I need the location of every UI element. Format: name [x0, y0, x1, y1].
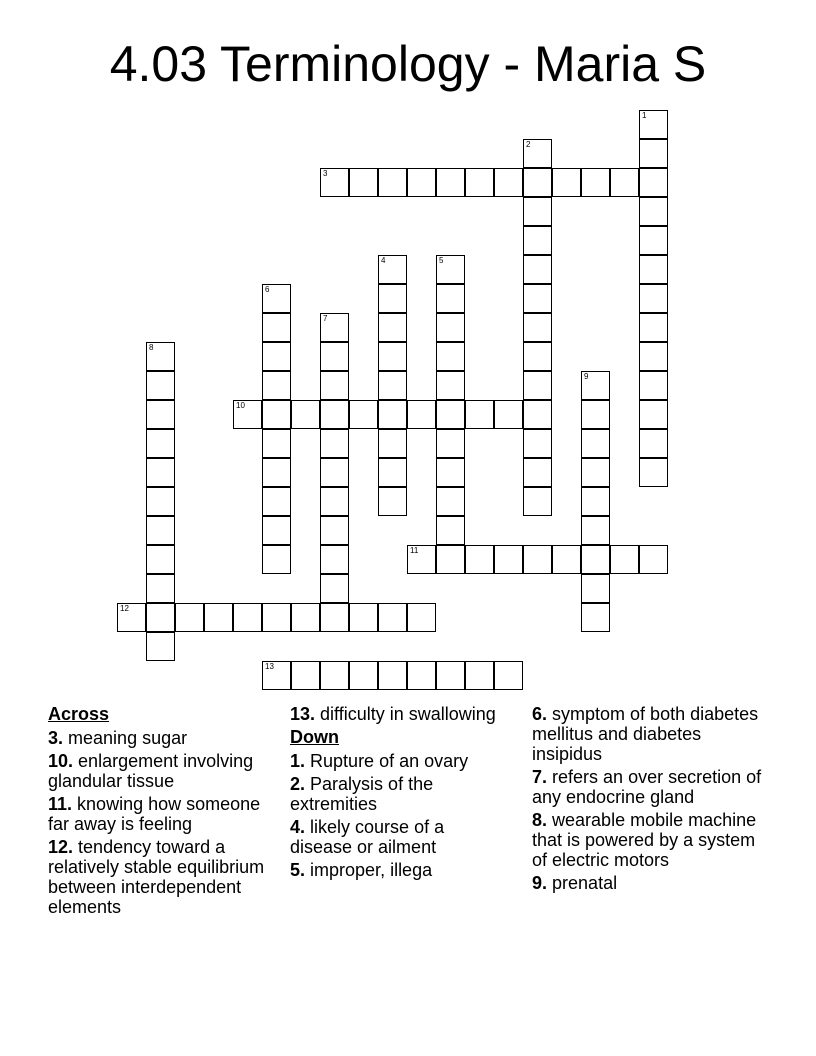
grid-cell[interactable]	[581, 400, 610, 429]
cell-number: 11	[410, 546, 419, 555]
grid-cell[interactable]	[494, 400, 523, 429]
grid-cell[interactable]	[349, 661, 378, 690]
clue-across-13: 13. difficulty in swallowing	[290, 704, 496, 724]
grid-cell[interactable]	[436, 284, 465, 313]
grid-cell[interactable]	[639, 226, 668, 255]
grid-cell[interactable]	[581, 545, 610, 574]
grid-cell[interactable]	[639, 110, 668, 139]
grid-cell[interactable]	[436, 458, 465, 487]
grid-cell[interactable]	[523, 168, 552, 197]
grid-cell[interactable]	[552, 545, 581, 574]
cell-number: 1	[642, 111, 647, 120]
grid-cell[interactable]	[523, 313, 552, 342]
cell-number: 6	[265, 285, 270, 294]
grid-cell[interactable]	[291, 400, 320, 429]
grid-cell[interactable]	[436, 545, 465, 574]
grid-cell[interactable]	[349, 603, 378, 632]
grid-cell[interactable]	[523, 400, 552, 429]
grid-cell[interactable]	[523, 139, 552, 168]
grid-cell[interactable]	[204, 603, 233, 632]
grid-cell[interactable]	[494, 661, 523, 690]
grid-cell[interactable]	[639, 545, 668, 574]
grid-cell[interactable]	[146, 516, 175, 545]
grid-cell[interactable]	[378, 487, 407, 516]
grid-cell[interactable]	[320, 661, 349, 690]
grid-cell[interactable]	[436, 516, 465, 545]
grid-cell[interactable]	[262, 458, 291, 487]
grid-cell[interactable]	[320, 400, 349, 429]
grid-cell[interactable]	[552, 168, 581, 197]
grid-cell[interactable]	[523, 284, 552, 313]
grid-cell[interactable]	[639, 342, 668, 371]
grid-cell[interactable]	[378, 313, 407, 342]
clue-across-10: 10. enlargement involving glandular tissue	[48, 751, 254, 791]
grid-cell[interactable]	[291, 661, 320, 690]
grid-cell[interactable]	[320, 429, 349, 458]
grid-cell[interactable]	[610, 545, 639, 574]
grid-cell[interactable]	[407, 603, 436, 632]
grid-cell[interactable]	[146, 632, 175, 661]
grid-cell[interactable]	[639, 371, 668, 400]
clue-down-4: 4. likely course of a disease or ailment	[290, 817, 445, 857]
grid-cell[interactable]	[581, 487, 610, 516]
clue-across-12: 12. tendency toward a relatively stable equilibrium between interdependent elements	[48, 837, 265, 917]
clue-column-2	[290, 704, 510, 883]
grid-cell[interactable]	[320, 458, 349, 487]
grid-cell[interactable]	[378, 603, 407, 632]
grid-cell[interactable]	[378, 168, 407, 197]
grid-cell[interactable]	[581, 516, 610, 545]
clue-across-3: 3. meaning sugar	[48, 728, 188, 748]
grid-cell[interactable]	[523, 255, 552, 284]
cell-number: 8	[149, 343, 154, 352]
grid-cell[interactable]	[494, 545, 523, 574]
grid-cell[interactable]	[320, 313, 349, 342]
grid-cell[interactable]	[581, 458, 610, 487]
clue-column-1	[48, 704, 284, 920]
down-heading: Down	[290, 727, 339, 747]
cell-number: 12	[120, 604, 129, 613]
grid-cell[interactable]	[291, 603, 320, 632]
grid-cell[interactable]	[378, 400, 407, 429]
grid-cell[interactable]	[639, 255, 668, 284]
cell-number: 7	[323, 314, 328, 323]
grid-cell[interactable]	[262, 284, 291, 313]
cell-number: 4	[381, 256, 386, 265]
grid-cell[interactable]	[523, 545, 552, 574]
grid-cell[interactable]	[581, 603, 610, 632]
grid-cell[interactable]	[610, 168, 639, 197]
grid-cell[interactable]	[436, 168, 465, 197]
grid-cell[interactable]	[262, 487, 291, 516]
grid-cell[interactable]	[407, 168, 436, 197]
grid-cell[interactable]	[639, 197, 668, 226]
grid-cell[interactable]	[378, 429, 407, 458]
grid-cell[interactable]	[349, 168, 378, 197]
grid-cell[interactable]	[262, 400, 291, 429]
clue-across-11: 11. knowing how someone far away is feeling	[48, 794, 261, 834]
grid-cell[interactable]	[494, 168, 523, 197]
grid-cell[interactable]	[581, 168, 610, 197]
grid-cell[interactable]	[639, 139, 668, 168]
clue-down-8: 8. wearable mobile machine that is powered by a system of electric motors	[532, 810, 757, 870]
grid-cell[interactable]	[581, 371, 610, 400]
grid-cell[interactable]	[349, 400, 378, 429]
grid-cell[interactable]	[378, 371, 407, 400]
grid-cell[interactable]	[146, 400, 175, 429]
grid-cell[interactable]	[262, 342, 291, 371]
grid-cell[interactable]	[523, 429, 552, 458]
cell-number: 5	[439, 256, 444, 265]
grid-cell[interactable]	[262, 661, 291, 690]
grid-cell[interactable]	[378, 458, 407, 487]
grid-cell[interactable]	[320, 516, 349, 545]
grid-cell[interactable]	[320, 371, 349, 400]
grid-cell[interactable]	[378, 284, 407, 313]
clue-down-7: 7. refers an over secretion of any endocrine gland	[532, 767, 762, 807]
grid-cell[interactable]	[320, 487, 349, 516]
grid-cell[interactable]	[639, 400, 668, 429]
grid-cell[interactable]	[639, 458, 668, 487]
cell-number: 10	[236, 401, 245, 410]
grid-cell[interactable]	[639, 284, 668, 313]
grid-cell[interactable]	[378, 255, 407, 284]
grid-cell[interactable]	[436, 487, 465, 516]
grid-cell[interactable]	[465, 661, 494, 690]
grid-cell[interactable]	[639, 429, 668, 458]
clue-down-5: 5. improper, illega	[290, 860, 433, 880]
clue-column-3	[532, 704, 768, 896]
grid-cell[interactable]	[146, 574, 175, 603]
grid-cell[interactable]	[436, 342, 465, 371]
grid-cell[interactable]	[407, 545, 436, 574]
cell-number: 3	[323, 169, 328, 178]
clue-down-1: 1. Rupture of an ovary	[290, 751, 469, 771]
grid-cell[interactable]	[117, 603, 146, 632]
grid-cell[interactable]	[146, 458, 175, 487]
grid-cell[interactable]	[320, 574, 349, 603]
grid-cell[interactable]	[233, 603, 262, 632]
grid-cell[interactable]	[639, 168, 668, 197]
clue-down-9: 9. prenatal	[532, 873, 618, 893]
grid-cell[interactable]	[262, 516, 291, 545]
grid-cell[interactable]	[146, 371, 175, 400]
cell-number: 2	[526, 140, 531, 149]
grid-cell[interactable]	[581, 429, 610, 458]
grid-cell[interactable]	[639, 313, 668, 342]
grid-cell[interactable]	[378, 342, 407, 371]
grid-cell[interactable]	[378, 661, 407, 690]
grid-cell[interactable]	[465, 545, 494, 574]
grid-cell[interactable]	[320, 168, 349, 197]
grid-cell[interactable]	[146, 603, 175, 632]
grid-cell[interactable]	[146, 429, 175, 458]
grid-cell[interactable]	[523, 458, 552, 487]
grid-cell[interactable]	[523, 487, 552, 516]
grid-cell[interactable]	[146, 487, 175, 516]
grid-cell[interactable]	[146, 545, 175, 574]
grid-cell[interactable]	[320, 603, 349, 632]
grid-cell[interactable]	[436, 400, 465, 429]
grid-cell[interactable]	[262, 545, 291, 574]
clue-down-6: 6. symptom of both diabetes mellitus and diabetes insipidus	[532, 704, 759, 764]
cell-number: 13	[265, 662, 274, 671]
across-heading: Across	[48, 704, 110, 724]
grid-cell[interactable]	[436, 429, 465, 458]
grid-cell[interactable]	[407, 400, 436, 429]
grid-cell[interactable]	[262, 313, 291, 342]
grid-cell[interactable]	[436, 313, 465, 342]
grid-cell[interactable]	[262, 429, 291, 458]
grid-cell[interactable]	[320, 545, 349, 574]
grid-cell[interactable]	[436, 371, 465, 400]
grid-cell[interactable]	[523, 226, 552, 255]
grid-cell[interactable]	[465, 400, 494, 429]
grid-cell[interactable]	[523, 197, 552, 226]
grid-cell[interactable]	[436, 661, 465, 690]
grid-cell[interactable]	[262, 371, 291, 400]
grid-cell[interactable]	[523, 342, 552, 371]
cell-number: 9	[584, 372, 589, 381]
grid-cell[interactable]	[407, 661, 436, 690]
puzzle-title: 4.03 Terminology - Maria S	[109, 36, 707, 92]
grid-cell[interactable]	[465, 168, 494, 197]
grid-cell[interactable]	[436, 255, 465, 284]
grid-cell[interactable]	[262, 603, 291, 632]
grid-cell[interactable]	[175, 603, 204, 632]
grid-cell[interactable]	[320, 342, 349, 371]
grid-cell[interactable]	[581, 574, 610, 603]
clue-down-2: 2. Paralysis of the extremities	[290, 774, 434, 814]
grid-cell[interactable]	[523, 371, 552, 400]
grid-cell[interactable]	[146, 342, 175, 371]
grid-cell[interactable]	[233, 400, 262, 429]
